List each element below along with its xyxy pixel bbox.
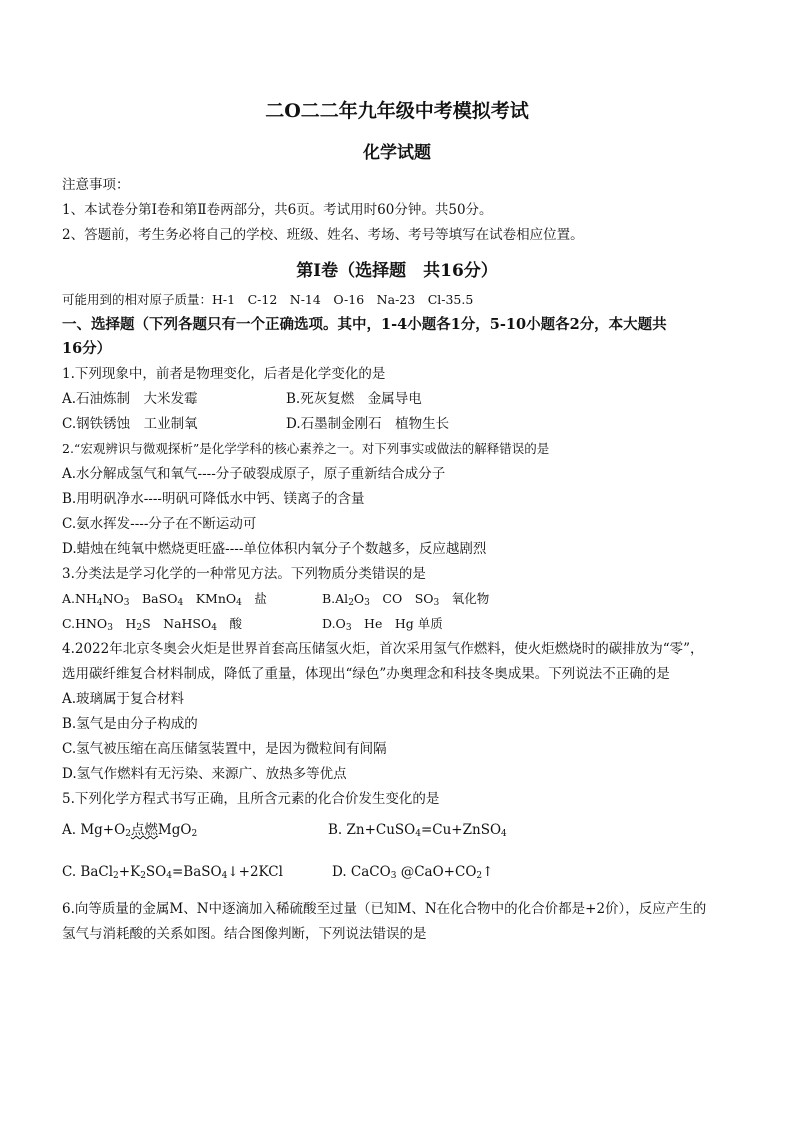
q3-options-row1: [62, 589, 732, 609]
q3-options-row2: [62, 614, 732, 634]
q2-option-c: C.氨水挥发----分子在不断运动可: [62, 516, 257, 532]
q2-stem: 2.“宏观辨识与微观探析”是化学学科的核心素养之一。对下列事实或做法的解释错误的是: [62, 441, 550, 456]
q4-option-d: D.氢气作燃料有无污染、来源广、放热多等优点: [62, 766, 347, 782]
q5-stem: 5.下列化学方程式书写正确，且所含元素的化合价发生变化的是: [62, 791, 440, 807]
q6-stem-line2: 氢气与消耗酸的关系如图。结合图像判断，下列说法错误的是: [62, 926, 427, 942]
q4-option-a: A.玻璃属于复合材料: [62, 691, 185, 707]
q1-options-row2: [62, 414, 732, 434]
q3-option-c: $C.HNO_3$ $H_2S$ NaHSO$_4$ 酸: [62, 616, 242, 633]
section-heading-line1: 一、选择题（下列各题只有一个正确选项。其中，1-4小题各1分，5-10小题各2分，本大题共: [62, 316, 667, 333]
q5-options-row1: [62, 820, 732, 840]
q1-option-d: D.石墨制金刚石 植物生长: [286, 416, 450, 432]
q1-option-b: B.死灰复燃 金属导电: [286, 391, 422, 407]
q1-option-c: C.钢铁锈蚀 工业制氧: [62, 416, 198, 432]
q4-stem-line1: 4.2022年北京冬奥会火炬是世界首套高压储氢火炬，首次采用氢气作燃料，使火炬燃烧时的碳排放为“零”，: [62, 641, 704, 657]
q1-options-row1: [62, 389, 732, 409]
part1-title: 第Ⅰ卷（选择题 共16分）: [296, 261, 498, 281]
exam-title: 二O二二年九年级中考模拟考试: [265, 100, 529, 122]
q5-option-d: D. CaCO$_3$ $@CaO+CO_2↑$: [332, 864, 494, 881]
notes-heading: 注意事项：: [62, 177, 130, 193]
q5-option-c: C. $BaCl_2+K_2SO_4=BaSO_4↓+2KCl$: [62, 864, 283, 881]
q2-option-b: B.用明矾净水----明矾可降低水中钙、镁离子的含量: [62, 491, 365, 507]
q4-option-c: C.氢气被压缩在高压储氢装置中，是因为微粒间有间隔: [62, 741, 387, 757]
section-heading-line2: 16分）: [62, 340, 112, 357]
note-2: 2、答题前，考生务必将自己的学校、班级、姓名、考场、考号等填写在试卷相应位置。: [62, 227, 584, 243]
q2-option-a: A.水分解成氢气和氧气----分子破裂成原子，原子重新结合成分子: [62, 466, 446, 482]
q1-stem: 1.下列现象中，前者是物理变化，后者是化学变化的是: [62, 366, 386, 382]
note-1: 1、本试卷分第Ⅰ卷和第Ⅱ卷两部分，共6页。考试用时60分钟。共50分。: [62, 202, 493, 218]
subject-title: 化学试题: [363, 143, 431, 163]
q3-option-a: $A.NH_4NO_3$ BaSO$_4$ KMnO$_4$ 盐: [62, 591, 267, 608]
q4-stem-line2: 选用碳纤维复合材料制成，降低了重量，体现出“绿色”办奥理念和科技冬奥成果。下列说法不正确的是: [62, 666, 670, 682]
q5-options-row2: [62, 862, 732, 882]
q4-option-b: B.氢气是由分子构成的: [62, 716, 198, 732]
q3-option-b: $B.Al_2O_3$ CO $SO_3$ 氧化物: [322, 591, 490, 608]
q1-option-a: A.石油炼制 大米发霉: [62, 391, 198, 407]
q5-option-b: B. Zn+CuSO$_4$=Cu+ZnSO$_4$: [328, 822, 507, 839]
q2-option-d: D.蜡烛在纯氧中燃烧更旺盛----单位体积内氧分子个数越多，反应越剧烈: [62, 541, 487, 557]
q6-stem-line1: 6.向等质量的金属M、N中逐滴加入稀硫酸至过量（已知M、N在化合物中的化合价都是+2价），反应产生的: [62, 901, 707, 917]
atomic-mass-line: 可能用到的相对原子质量：H-1 C-12 N-14 O-16 Na-23 Cl-35.5: [62, 292, 474, 307]
q3-option-d: $D.O_3$ He Hg 单质: [322, 616, 443, 633]
q3-stem: 3.分类法是学习化学的一种常见方法。下列物质分类错误的是: [62, 566, 426, 582]
q5-option-a: A. $Mg+O_2$点燃MgO$_2$: [62, 822, 198, 839]
